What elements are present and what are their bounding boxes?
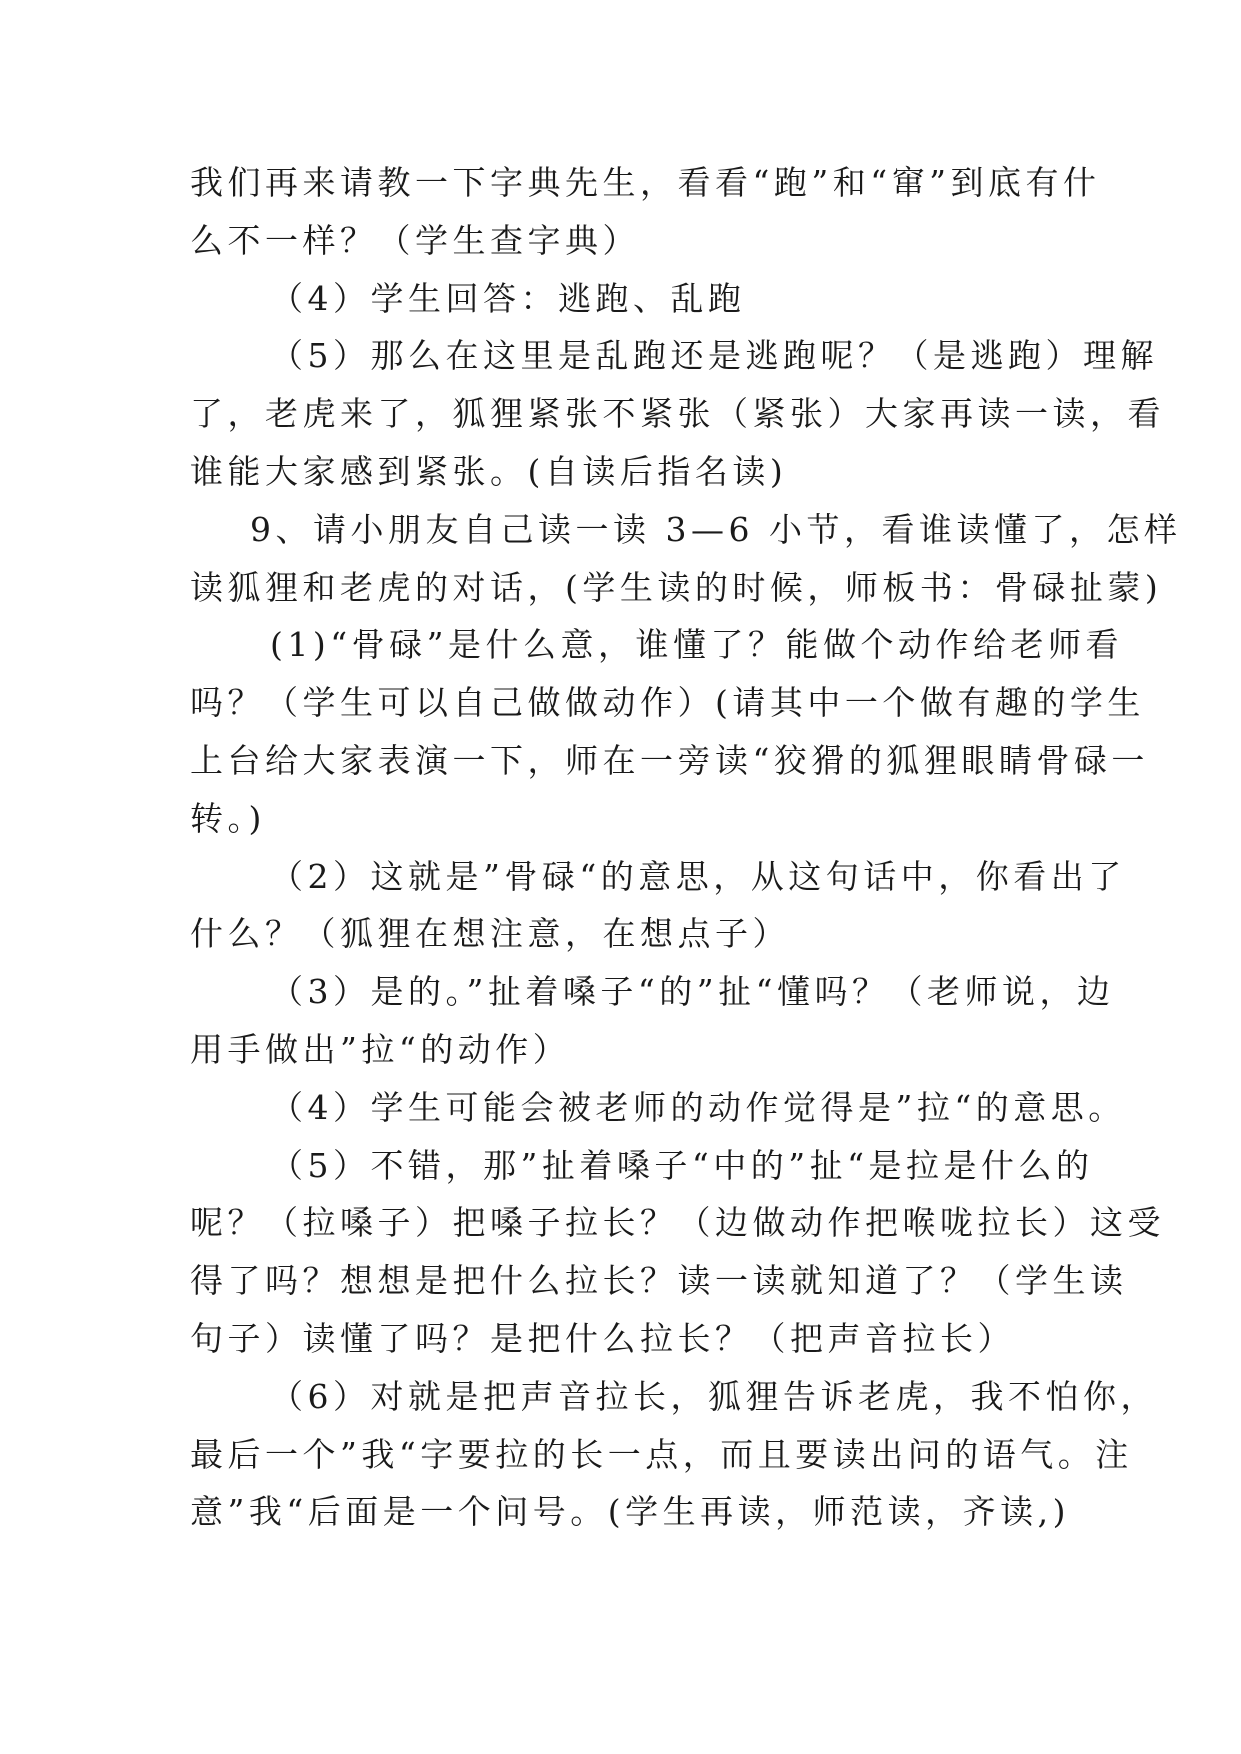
text-line: 意”我“后面是一个问号。(学生再读，师范读，齐读,) [190, 1492, 1070, 1532]
text-line: （5）不错，那”扯着嗓子“中的”扯“是拉是什么的 [270, 1145, 1094, 1185]
text-line: （2）这就是”骨碌“的意思，从这句话中，你看出了 [270, 856, 1126, 896]
text-line: （4）学生回答：逃跑、乱跑 [270, 278, 746, 318]
text-line: 了，老虎来了，狐狸紧张不紧张（紧张）大家再读一读，看 [190, 394, 1165, 434]
text-line: (1)“骨碌”是什么意，谁懂了？能做个动作给老师看 [270, 625, 1123, 665]
text-line: 呢？（拉嗓子）把嗓子拉长？（边做动作把喉咙拉长）这受 [190, 1203, 1165, 1243]
text-line: （4）学生可能会被老师的动作觉得是”拉“的意思。 [270, 1087, 1126, 1127]
text-line: （6）对就是把声音拉长，狐狸告诉老虎，我不怕你， [270, 1376, 1158, 1416]
text-line: （5）那么在这里是乱跑还是逃跑呢？（是逃跑）理解 [270, 336, 1158, 376]
text-line: 吗？（学生可以自己做做动作）(请其中一个做有趣的学生 [190, 683, 1145, 723]
text-line: 最后一个”我“字要拉的长一点，而且要读出问的语气。注 [190, 1434, 1133, 1474]
text-line: 读狐狸和老虎的对话，(学生读的时候，师板书：骨碌扯蒙) [190, 567, 1163, 607]
text-line: 谁能大家感到紧张。(自读后指名读) [190, 451, 788, 491]
text-line: 么不一样？（学生查字典） [190, 220, 640, 260]
text-line: 上台给大家表演一下，师在一旁读“狡猾的狐狸眼睛骨碌一 [190, 740, 1149, 780]
text-line: 9、请小朋友自己读一读 3—6 小节，看谁读懂了，怎样 [250, 509, 1182, 549]
text-line: 用手做出”拉“的动作） [190, 1029, 571, 1069]
text-line: 转。) [190, 798, 266, 838]
text-line: （3）是的。”扯着嗓子“的”扯“懂吗？（老师说，边 [270, 972, 1115, 1012]
text-line: 什么？（狐狸在想注意，在想点子） [190, 914, 790, 954]
text-line: 得了吗？想想是把什么拉长？读一读就知道了？（学生读 [190, 1261, 1128, 1301]
text-line: 我们再来请教一下字典先生，看看“跑”和“窜”到底有什 [190, 163, 1101, 202]
text-line: 句子）读懂了吗？是把什么拉长？（把声音拉长） [190, 1318, 1015, 1358]
body-text [190, 154, 1182, 1541]
